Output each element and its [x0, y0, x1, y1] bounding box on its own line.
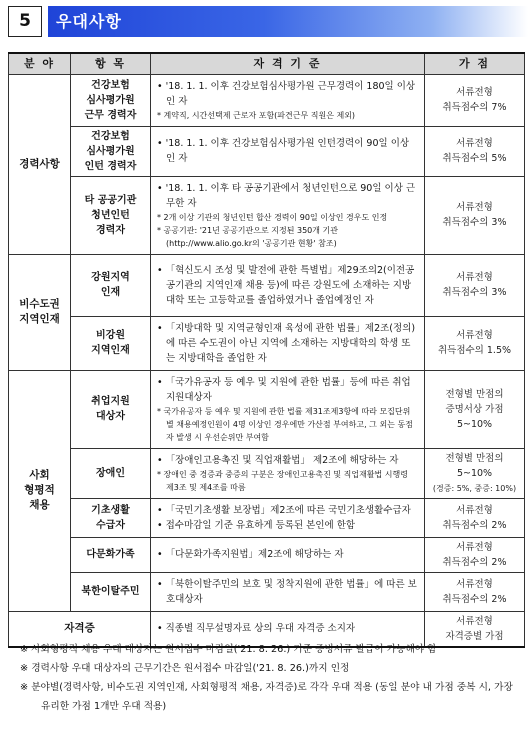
criteria-bullet: • 직종별 직무설명자료 상의 우대 자격증 소지자 — [157, 623, 356, 634]
item-cell: 건강보험 심사평가원 근무 경력자 — [71, 74, 151, 126]
points-cell — [425, 74, 525, 126]
table-row — [9, 572, 525, 611]
item-cell: 건강보험 심사평가원 인턴 경력자 — [71, 126, 151, 176]
points-cell — [425, 176, 525, 254]
criteria-cell — [151, 537, 425, 572]
category-cell: 경력사항 — [9, 74, 71, 254]
points-cell — [425, 254, 525, 316]
criteria-bullet: • 「혁신도시 조성 및 발전에 관한 특별법」제29조의2(이전공공기관의 지역인재 채용 등)에 따른 강원도에 소재하는 지방대학 또는 고등학교를 졸업하였거나 졸업예정인 자 — [157, 264, 415, 306]
points-value: 전형별 만점의 5~10% — [445, 452, 504, 479]
criteria-cell — [151, 254, 425, 316]
table-row — [9, 537, 525, 572]
criteria-subnote: * 공공기관: '21년 공공기관으로 지정된 350개 기관 (http://www.alio.go.kr의 '공공기관 현황' 참조) — [157, 225, 338, 248]
points-value: 서류전형 취득점수의 3% — [442, 272, 507, 298]
criteria-cell — [151, 74, 425, 126]
item-cell: 장애인 — [71, 448, 151, 498]
section-number: 5 — [8, 6, 42, 37]
section-title: 우대사항 — [56, 12, 122, 31]
criteria-bullet: • '18. 1. 1. 이후 건강보험심사평가원 근무경력이 180일 이상인 자 — [157, 80, 416, 107]
item-cell: 북한이탈주민 — [71, 572, 151, 611]
note: ※ 분야별(경력사항, 비수도권 지역인재, 사회형평적 채용, 자격증)로 각각 우대 적용 (동일 분야 내 가점 중복 시, 가장 유리한 가점 1개만 우대 적용) — [20, 682, 513, 712]
points-cell: 서류전형 자격증별 가점 — [425, 611, 525, 647]
criteria-subnote: * 2개 이상 기관의 청년인턴 합산 경력이 90일 이상인 경우도 인정 — [157, 212, 388, 222]
criteria-bullet: • 「다문화가족지원법」제2조에 해당하는 자 — [157, 549, 344, 560]
points-cell — [425, 498, 525, 537]
notes — [20, 640, 525, 716]
section-header — [4, 6, 524, 37]
item-cell: 비강원 지역인재 — [71, 316, 151, 370]
points-value: 서류전형 취득점수의 3% — [442, 202, 507, 228]
criteria-subnote: * 계약직, 시간선택제 근로자 포함(파견근무 직원은 제외) — [157, 110, 356, 120]
table-row — [9, 74, 525, 126]
criteria-bullet: • 「장애인고용촉진 및 직업재활법」 제2조에 해당하는 자 — [157, 454, 399, 466]
category-cell: 비수도권 지역인재 — [9, 254, 71, 370]
criteria-subnote: * 장애인 중 경증과 중증의 구분은 장애인고용촉진 및 직업재활법 시행령 제3조 및 제4조를 따름 — [157, 469, 408, 492]
points-value: 서류전형 취득점수의 1.5% — [437, 330, 512, 356]
table-row — [9, 498, 525, 537]
criteria-bullet: • 「지방대학 및 지역균형인재 육성에 관한 법률」제2조(정의)에 따른 수도권이 아닌 지역에 소재하는 지방대학의 학생 또는 지방대학을 졸업한 자 — [157, 322, 416, 364]
points-cell — [425, 537, 525, 572]
table-header-row — [9, 53, 525, 74]
note: ※ 사회형평적 채용 우대 대상자는 원서접수 마감일('21. 8. 26.) 기준 증빙서류 발급이 가능해야 함 — [20, 644, 437, 655]
points-cell — [425, 572, 525, 611]
points-note: (경증: 5%, 중증: 10%) — [432, 483, 517, 493]
table-body — [9, 74, 525, 647]
points-value: 서류전형 취득점수의 7% — [442, 87, 507, 113]
criteria-cell — [151, 176, 425, 254]
table-row — [9, 370, 525, 448]
table-row — [9, 176, 525, 254]
criteria-bullet: • 「국민기초생활 보장법」제2조에 따른 국민기초생활수급자 — [157, 504, 411, 516]
header-criteria: 자 격 기 준 — [151, 53, 425, 74]
item-cell: 취업지원 대상자 — [71, 370, 151, 448]
header-points: 가 점 — [425, 53, 525, 74]
criteria-bullet: • 「북한이탈주민의 보호 및 정착지원에 관한 법률」에 따른 보호대상자 — [157, 578, 417, 605]
points-value: 서류전형 취득점수의 5% — [442, 138, 507, 164]
header-item: 항 목 — [71, 53, 151, 74]
preference-table — [8, 52, 525, 648]
criteria-cell — [151, 572, 425, 611]
category-cell: 사회 형평적 채용 — [9, 370, 71, 611]
criteria-bullet: • 「국가유공자 등 예우 및 지원에 관한 법률」등에 따른 취업지원대상자 — [157, 376, 411, 403]
table-row — [9, 126, 525, 176]
criteria-cell — [151, 448, 425, 498]
points-cell — [425, 370, 525, 448]
item-cell: 기초생활 수급자 — [71, 498, 151, 537]
header-field: 분 야 — [9, 53, 71, 74]
criteria-bullet: • 접수마감일 기준 유효하게 등록된 본인에 한함 — [157, 519, 356, 531]
points-value: 서류전형 취득점수의 2% — [442, 504, 507, 531]
points-cell — [425, 126, 525, 176]
criteria-bullet: • '18. 1. 1. 이후 건강보험심사평가원 인턴경력이 90일 이상인 자 — [157, 138, 410, 164]
points-value: 서류전형 취득점수의 2% — [442, 578, 507, 605]
table-row — [9, 448, 525, 498]
criteria-subnote: * 국가유공자 등 예우 및 지원에 관한 법률 제31조제3항에 따라 모집단위별 채용예정인원이 4명 이상인 경우에만 가산점 부여하고, 그 외는 동점자 발생 시 우선순위만 부여함 — [157, 406, 413, 442]
criteria-cell — [151, 126, 425, 176]
criteria-bullet: • '18. 1. 1. 이후 타 공공기관에서 청년인턴으로 90일 이상 근무한 자 — [157, 182, 416, 209]
criteria-cell — [151, 370, 425, 448]
note: ※ 경력사항 우대 대상자의 근무기간은 원서접수 마감일('21. 8. 26.)까지 인정 — [20, 663, 350, 674]
points-cell — [425, 316, 525, 370]
category-cell: 자격증 — [9, 611, 151, 647]
item-cell: 강원지역 인재 — [71, 254, 151, 316]
points-value: 전형별 만점의 증명서상 가점 5~10% — [445, 388, 504, 430]
table-row — [9, 254, 525, 316]
table-row — [9, 316, 525, 370]
points-value: 서류전형 취득점수의 2% — [442, 541, 507, 568]
points-cell — [425, 448, 525, 498]
item-cell: 타 공공기관 청년인턴 경력자 — [71, 176, 151, 254]
item-cell: 다문화가족 — [71, 537, 151, 572]
criteria-cell — [151, 498, 425, 537]
criteria-cell — [151, 316, 425, 370]
